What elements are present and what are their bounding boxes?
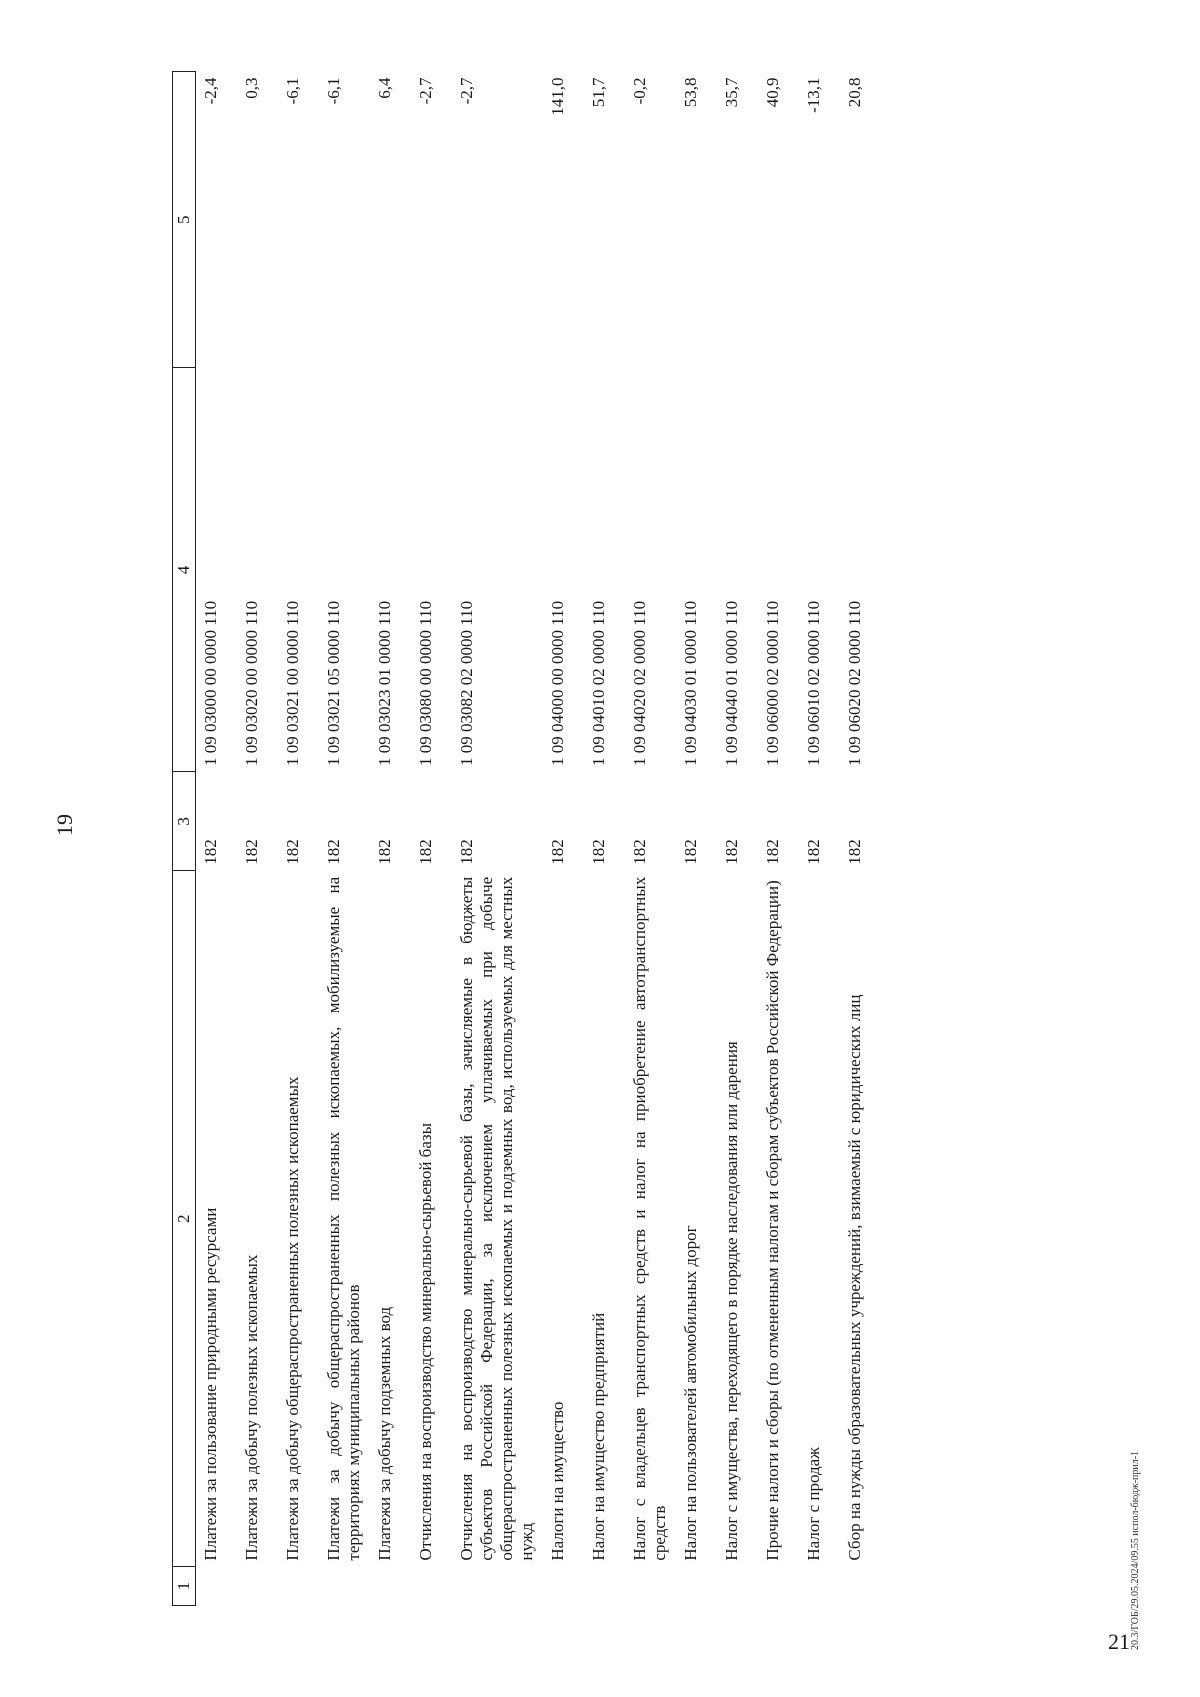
row-budget-code-cell: 1 09 06020 02 0000 110	[845, 600, 865, 766]
row-name-cell: Платежи за добычу полезных ископаемых	[242, 1254, 261, 1561]
row-name-cell: Налог на пользователей автомобильных дорог	[681, 1225, 701, 1561]
row-col1-cell	[543, 1567, 584, 1606]
row-admin-code-cell: 182	[763, 839, 783, 865]
row-value-cell: 40,9	[763, 77, 783, 108]
table-row	[452, 72, 543, 1606]
row-admin-code-cell: 182	[722, 839, 742, 865]
header-col-2: 2	[173, 871, 196, 1567]
row-col1-cell	[840, 1567, 881, 1606]
row-name-cell: Платежи за пользование природными ресурсами	[201, 1207, 220, 1561]
row-budget-code-cell: 1 09 04000 00 0000 110	[548, 600, 568, 766]
row-col1-cell	[319, 1567, 370, 1606]
table-row	[411, 72, 452, 1606]
row-name-cell: Прочие налоги и сборы (по отмененным налогам и сборам субъектов Российской Федерации)	[763, 880, 783, 1561]
row-name-cell: Платежи за добычу подземных вод	[375, 1306, 395, 1561]
footer-file-reference: 20.3/ГОБ/29.05.2024/09.55 испол-бюдж-прил-1	[1130, 1450, 1141, 1650]
row-value-cell: -6,1	[283, 77, 302, 105]
row-admin-code-cell: 182	[681, 839, 701, 865]
row-name-cell: Отчисления на воспроизводство минерально-сырьевой базы, зачисляемые в бюджеты субъектов Российской Федерации, за исключением уплачиваемых при добыче общераспространенных полезных ископаемых и подземных вод, используемых для местных нужд	[457, 876, 537, 1561]
table-row	[543, 72, 584, 1606]
row-col1-cell	[411, 1567, 452, 1606]
row-col1-cell	[799, 1567, 840, 1606]
row-admin-code-cell: 182	[242, 839, 261, 865]
row-value-cell: 0,3	[242, 77, 261, 99]
row-admin-code-cell: 182	[804, 839, 824, 865]
row-value-cell: -13,1	[804, 77, 824, 113]
table-row	[717, 72, 758, 1606]
row-admin-code-cell: 182	[283, 839, 302, 865]
row-budget-code-cell: 1 09 04040 01 0000 110	[722, 600, 742, 766]
header-col-4: 4	[173, 368, 196, 772]
table-row	[237, 72, 278, 1606]
table-row	[319, 72, 370, 1606]
row-admin-code-cell: 182	[589, 839, 609, 865]
row-budget-code-cell: 1 09 03082 02 0000 110	[457, 600, 477, 766]
table-row	[584, 72, 625, 1606]
budget-table-rotated	[172, 71, 1042, 1606]
row-name-cell: Отчисления на воспроизводство минерально-сырьевой базы	[416, 1122, 436, 1561]
row-col1-cell	[717, 1567, 758, 1606]
row-col1-cell	[584, 1567, 625, 1606]
row-name-cell: Налог на имущество предприятий	[589, 1312, 609, 1561]
row-value-cell: -2,4	[201, 77, 220, 105]
table-row	[840, 72, 881, 1606]
table-header-row	[173, 72, 196, 1606]
table-row	[278, 72, 319, 1606]
row-name-cell: Налог с имущества, переходящего в порядке наследования или дарения	[722, 1041, 742, 1561]
row-admin-code-cell: 182	[630, 839, 650, 865]
table-row	[799, 72, 840, 1606]
row-col1-cell	[196, 1567, 238, 1606]
row-admin-code-cell: 182	[845, 839, 865, 865]
row-budget-code-cell: 1 09 04030 01 0000 110	[681, 600, 701, 766]
table-row	[370, 72, 411, 1606]
row-col1-cell	[758, 1567, 799, 1606]
row-budget-code-cell: 1 09 03023 01 0000 110	[375, 600, 395, 766]
table-row	[758, 72, 799, 1606]
row-col1-cell	[676, 1567, 717, 1606]
row-col1-cell	[370, 1567, 411, 1606]
row-name-cell: Налог с продаж	[804, 1447, 824, 1561]
row-name-cell: Платежи за добычу общераспространенных полезных ископаемых, мобилизуемые на территориях муниципальных районов	[324, 876, 364, 1561]
row-value-cell: 51,7	[589, 77, 609, 108]
row-col1-cell	[237, 1567, 278, 1606]
row-admin-code-cell: 182	[375, 839, 395, 865]
header-col-5: 5	[173, 72, 196, 368]
row-col1-cell	[625, 1567, 676, 1606]
row-budget-code-cell: 1 09 04010 02 0000 110	[589, 600, 609, 766]
row-value-cell: -6,1	[324, 77, 343, 105]
row-admin-code-cell: 182	[457, 839, 477, 865]
table-row	[625, 72, 676, 1606]
row-col1-cell	[278, 1567, 319, 1606]
budget-table	[172, 71, 881, 1606]
row-name-cell: Платежи за добычу общераспространенных полезных ископаемых	[283, 1076, 302, 1561]
row-budget-code-cell: 1 09 06010 02 0000 110	[804, 600, 824, 766]
row-budget-code-cell: 1 09 03021 05 0000 110	[324, 600, 343, 766]
table-row	[196, 72, 238, 1606]
row-value-cell: 141,0	[548, 77, 568, 116]
row-admin-code-cell: 182	[548, 839, 568, 865]
row-budget-code-cell: 1 09 03020 00 0000 110	[242, 600, 261, 766]
row-value-cell: -0,2	[630, 77, 650, 105]
row-budget-code-cell: 1 09 04020 02 0000 110	[630, 600, 650, 766]
row-value-cell: -2,7	[416, 77, 436, 105]
row-admin-code-cell: 182	[201, 839, 220, 865]
row-name-cell: Сбор на нужды образовательных учреждений, взимаемый с юридических лиц	[845, 994, 865, 1561]
row-admin-code-cell: 182	[324, 839, 343, 865]
row-col1-cell	[452, 1567, 543, 1606]
row-value-cell: 6,4	[375, 77, 395, 99]
row-budget-code-cell: 1 09 06000 02 0000 110	[763, 600, 783, 766]
table-row	[676, 72, 717, 1606]
header-col-1: 1	[173, 1567, 196, 1606]
row-budget-code-cell: 1 09 03080 00 0000 110	[416, 600, 436, 766]
row-budget-code-cell: 1 09 03021 00 0000 110	[283, 600, 302, 766]
row-admin-code-cell: 182	[416, 839, 436, 865]
row-name-cell: Налог с владельцев транспортных средств и налог на приобретение автотранспортных средств	[630, 876, 670, 1561]
row-value-cell: -2,7	[457, 77, 477, 105]
page-number-bottom: 21	[1108, 1629, 1130, 1654]
row-name-cell: Налоги на имущество	[548, 1401, 568, 1561]
page-number-top: 19	[52, 814, 77, 836]
row-value-cell: 35,7	[722, 77, 742, 108]
row-value-cell: 53,8	[681, 77, 701, 108]
row-value-cell: 20,8	[845, 77, 865, 108]
header-col-3: 3	[173, 772, 196, 871]
row-budget-code-cell: 1 09 03000 00 0000 110	[201, 600, 220, 766]
